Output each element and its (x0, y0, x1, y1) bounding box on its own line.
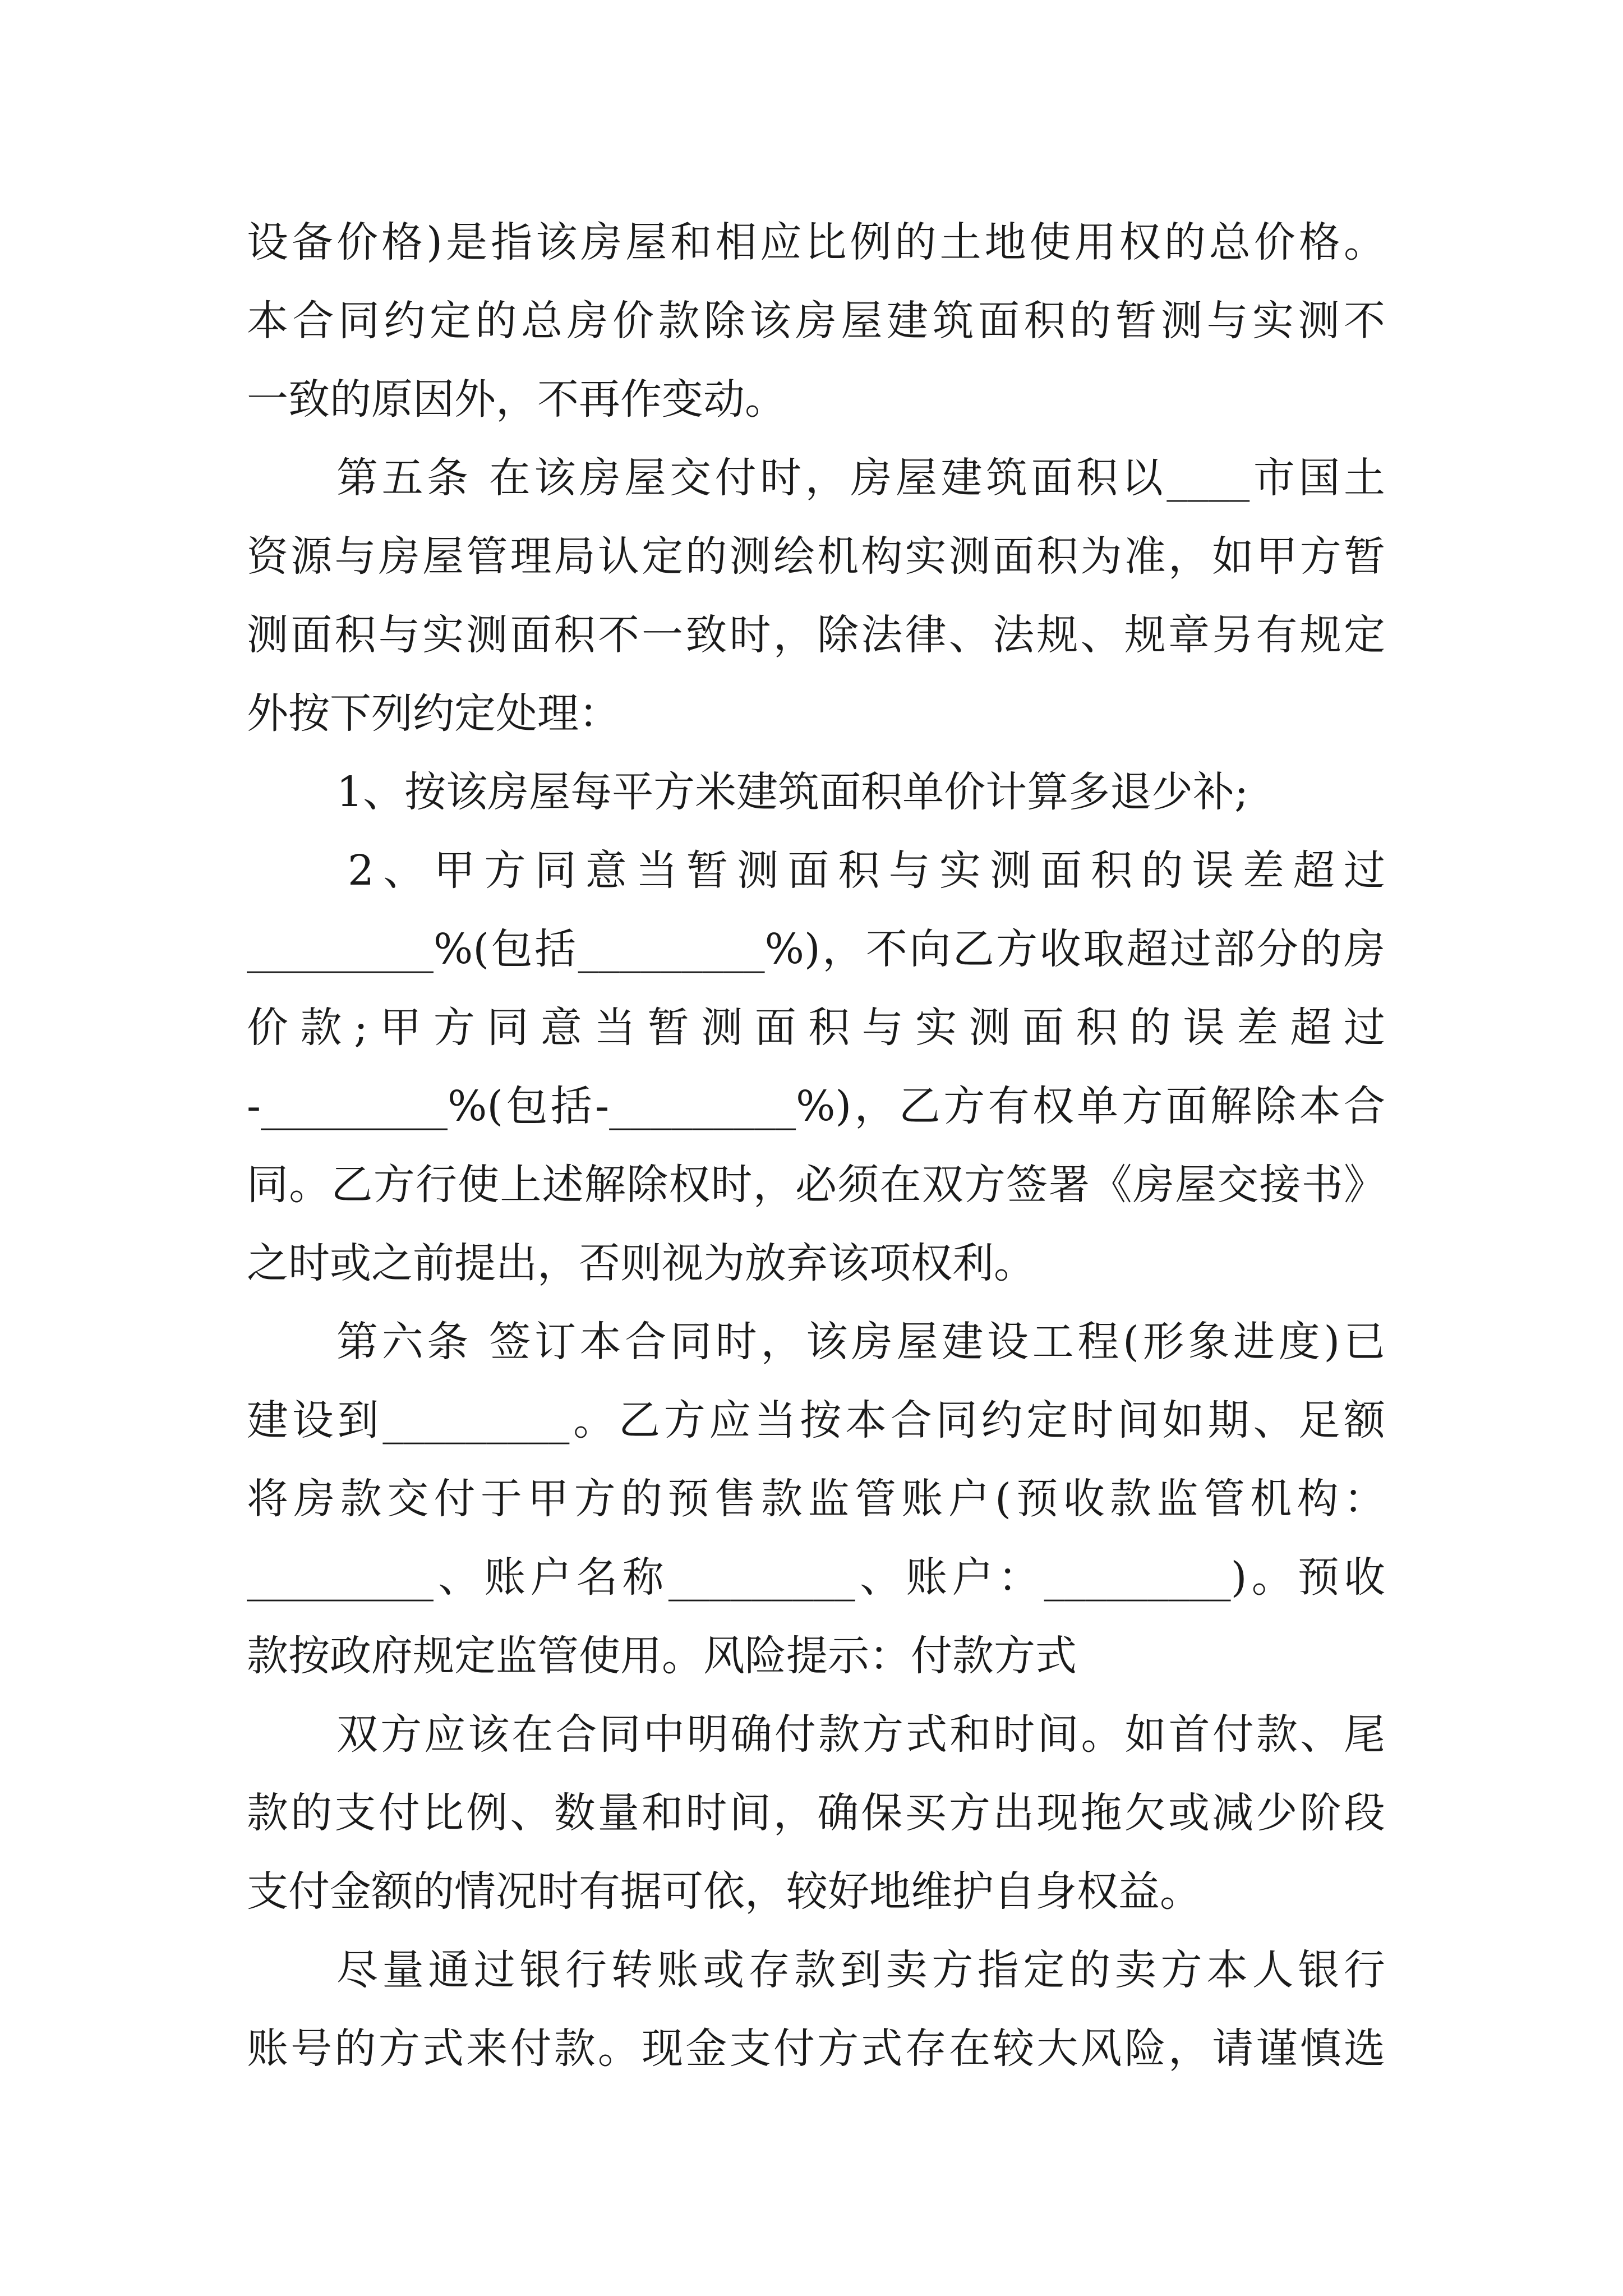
text-line: 建设到_________。乙方应当按本合同约定时间如期、足额 (247, 1396, 1385, 1444)
text-line: 测面积与实测面积不一致时，除法律、法规、规章另有规定 (247, 611, 1385, 659)
text-line: 账号的方式来付款。现金支付方式存在较大风险，请谨慎选 (247, 2024, 1385, 2073)
text-line: 同。乙方行使上述解除权时，必须在双方签署《房屋交接书》 (247, 1161, 1385, 1209)
text-line: _________、账户名称_________、账户：_________)。预收 (247, 1553, 1385, 1602)
text-line: 一致的原因外，不再作变动。 (247, 375, 786, 424)
paragraph-first-line: 双方应该在合同中明确付款方式和时间。如首付款、尾 (336, 1710, 1385, 1759)
text-line: 本合同约定的总房价款除该房屋建筑面积的暂测与实测不 (247, 297, 1385, 345)
list-item-1: 1、按该房屋每平方米建筑面积单价计算多退少补; (336, 768, 1249, 816)
text-line: 设备价格)是指该房屋和相应比例的土地使用权的总价格。 (247, 218, 1385, 266)
text-line: 将房款交付于甲方的预售款监管账户(预收款监管机构： (247, 1475, 1385, 1523)
text-line: 款的支付比例、数量和时间，确保买方出现拖欠或减少阶段 (247, 1789, 1385, 1837)
text-line: -_________%(包括-_________%)，乙方有权单方面解除本合 (247, 1082, 1385, 1130)
text-line: _________%(包括_________%)，不向乙方收取超过部分的房 (247, 925, 1385, 973)
text-line: 之时或之前提出，否则视为放弃该项权利。 (247, 1239, 1035, 1287)
article-5-heading-line: 第五条 在该房屋交付时，房屋建筑面积以____市国土 (336, 454, 1385, 502)
paragraph-first-line: 尽量通过银行转账或存款到卖方指定的卖方本人银行 (336, 1946, 1385, 1994)
text-line: 外按下列约定处理： (247, 689, 620, 738)
text-line: 价款;甲方同意当暂测面积与实测面积的误差超过 (247, 1004, 1385, 1052)
text-line: 支付金额的情况时有据可依，较好地维护自身权益。 (247, 1867, 1201, 1916)
text-line: 款按政府规定监管使用。风险提示：付款方式 (247, 1632, 1077, 1680)
article-6-heading-line: 第六条 签订本合同时，该房屋建设工程(形象进度)已 (336, 1318, 1385, 1366)
text-line: 资源与房屋管理局认定的测绘机构实测面积为准，如甲方暂 (247, 532, 1385, 581)
list-item-2: 2、甲方同意当暂测面积与实测面积的误差超过 (348, 846, 1385, 895)
